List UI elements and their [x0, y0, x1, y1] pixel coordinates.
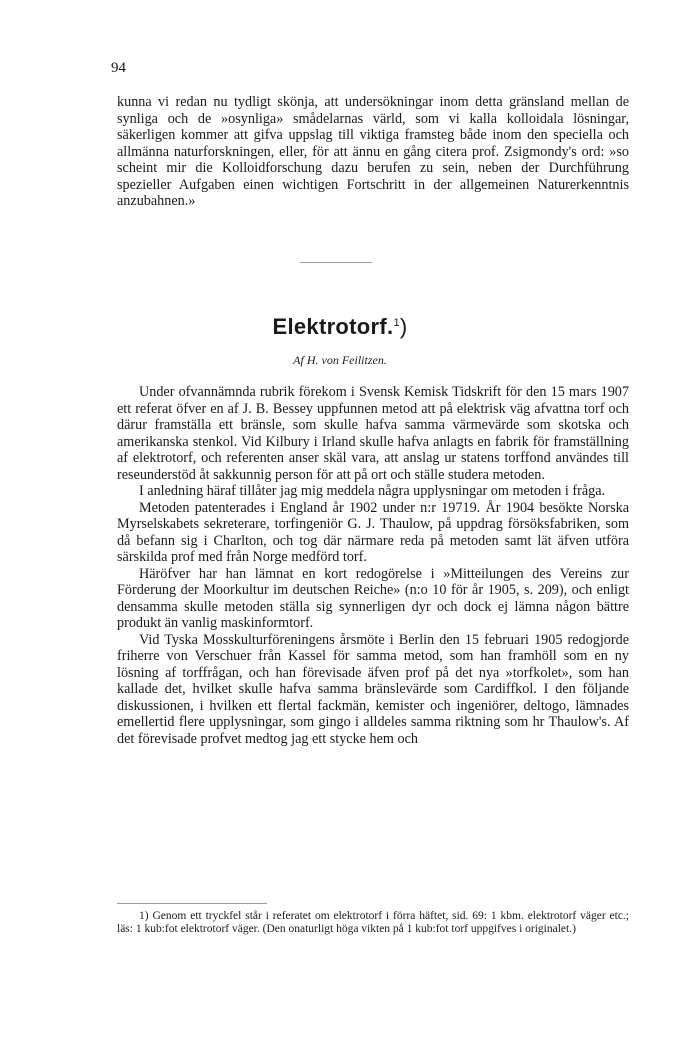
body-paragraph-2: I anledning häraf tillåter jag mig meddela några upplysningar om metoden i fråga.: [139, 483, 606, 499]
article-title: Elektrotorf.$^1$): [272, 314, 408, 339]
page-number: 94: [111, 60, 126, 76]
article-title-text: Elektrotorf.: [272, 314, 394, 339]
footnote-text: Genom ett tryckfel står i referatet om elektrotorf i förra häftet, sid. 69: 1 kbm. elektrotorf väger etc.; läs: 1 kub:fot elektrotorf väger. (Den onaturligt höga vikten på 1 kub:fot torf uppgifves i originalet.): [117, 910, 629, 935]
body-paragraph-4: Häröfver har han lämnat en kort redogörelse i »Mitteilungen des Vereins zur Förderung der Moorkultur im deutschen Reiche» (n:o 10 för år 1905, s. 209), och enligt densamma skulle metoden ställa sig synnerligen dyr och dock ej lämna någon bättre produkt än vanlig maskinformtorf.: [117, 565, 629, 631]
intro-text: [117, 94, 629, 210]
footnote: [117, 910, 629, 936]
article-body: [117, 384, 629, 747]
footnote-area: [117, 910, 629, 936]
footnote-marker: 1): [139, 910, 149, 922]
intro-paragraph: kunna vi redan nu tydligt skönja, att undersökningar inom detta gränsland mellan de synliga och de »osynliga» smådelarnas värld, som vi kalla kolloidala lösningar, säkerligen kommer att gifva uppslag till viktiga framsteg både inom den speciella och allmänna naturforskningen, eller, för att ännu en gång citera prof. Zsigmondy's ord: »so scheint mir die Kolloidforschung dazu berufen zu sein, neben der Durchführung spezieller Aufgaben einen wichtigen Fortschritt in der allgemeinen Naturerkenntnis anzubahnen.»: [117, 94, 629, 209]
body-paragraph-1: Under ofvannämnda rubrik förekom i Svensk Kemisk Tidskrift för den 15 mars 1907 ett referat öfver en af J. B. Bessey uppfunnen metod att på elektrisk väg afvattna torf och därur framställa ett bränsle, som skulle hafva samma värmevärde som skotska och amerikanska stenkol. Vid Kilbury i Irland skulle hafva anlagts en fabrik för framställning af elektrotorf, och referenten anser skäl vara, att anslag ur statens torffond användes till reseunderstöd åt sakkunnig person för att på ort och ställe studera metoden.: [117, 384, 629, 483]
footnote-rule: [117, 903, 267, 904]
body-paragraph-5: Vid Tyska Mosskulturföreningens årsmöte i Berlin den 15 februari 1905 redogjorde friherre von Verschuer från Kassel för samma metod, som han framhöll som en ny lösning af torffrågan, och han förevisade äfven prof på det nya »torfkolet», som han kallade det, hvilket skulle hafva samma bränslevärde som Cardiffkol. I den följande diskussionen, i hvilken ett flertal fackmän, kemister och ingeniörer, deltogo, lämnades emellertid flere upplysningar, som gingo i alldeles samma riktning som hr Thaulow's. Af det förevisade profvet medtog jag ett stycke hem och: [117, 631, 629, 747]
article-byline: Af H. von Feilitzen.: [293, 353, 387, 367]
section-divider: [300, 262, 372, 263]
title-footnote-marker: 1: [393, 317, 400, 329]
body-paragraph-3: Metoden patenterades i England år 1902 under n:r 19719. År 1904 besökte Norska Myrselskabets sekreterare, torfingeniör G. J. Thaulow, på uppdrag försöksfabriken, som då befann sig i Charlton, och tog där närmare reda på metoden samt lät äfven utföra särskilda prof med från Norge medförd torf.: [117, 499, 629, 565]
